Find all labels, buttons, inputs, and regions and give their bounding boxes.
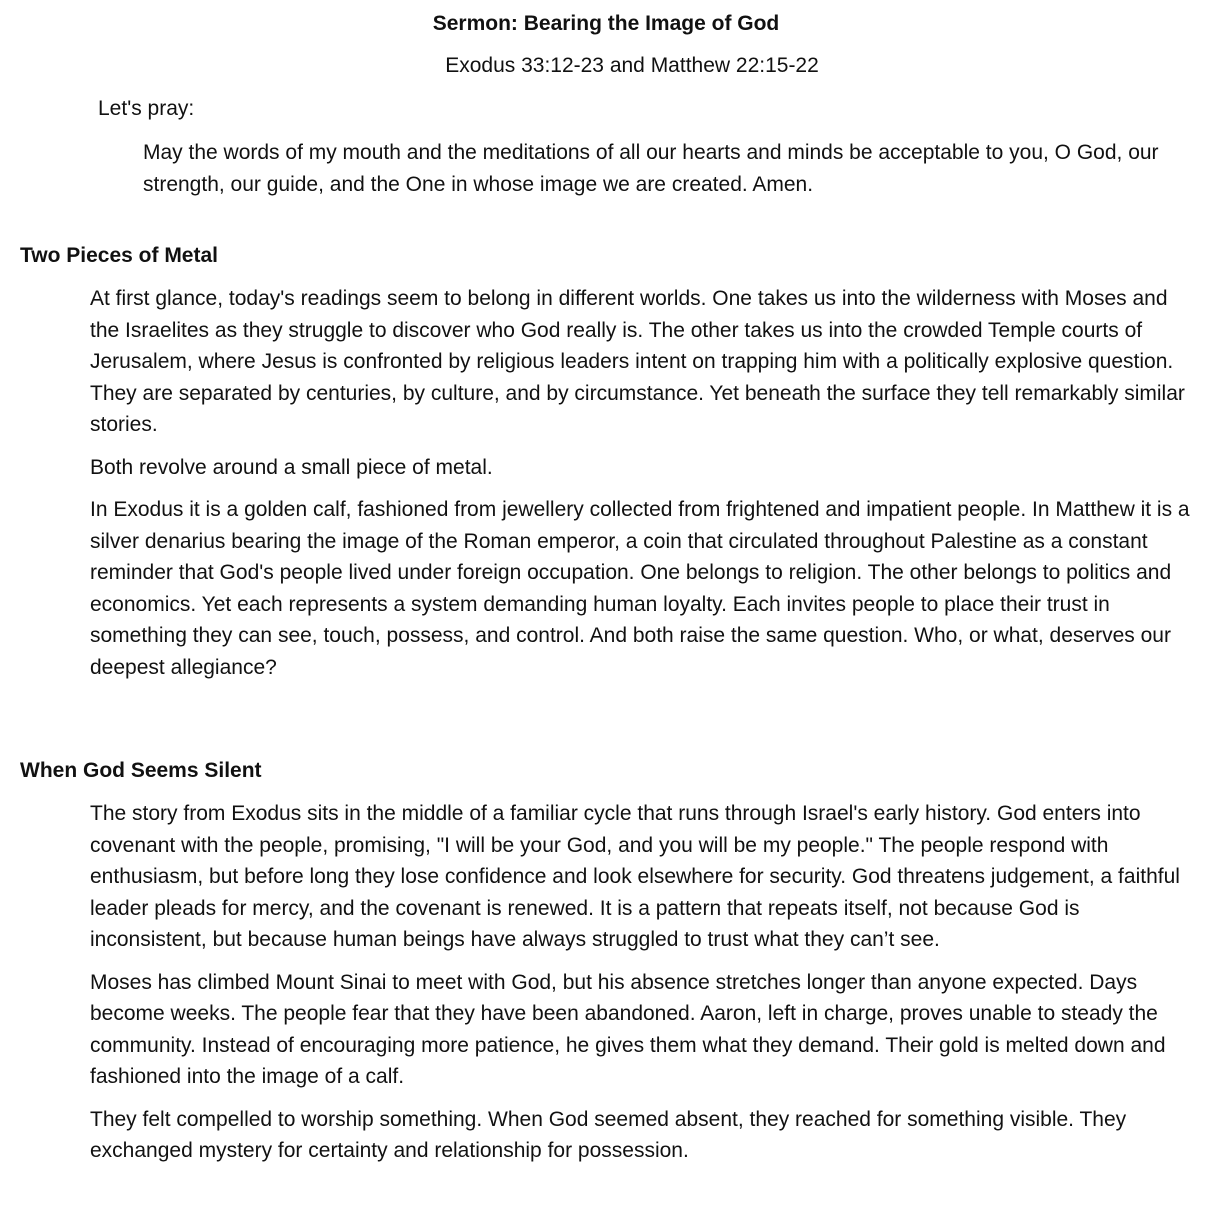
section-when-god-seems-silent: [90, 798, 1190, 1178]
section-heading-when-god-seems-silent: When God Seems Silent: [20, 759, 262, 782]
paragraph: They felt compelled to worship something. When God seemed absent, they reached for something visible. They exchanged mystery for certainty and relationship for possession.: [90, 1107, 1127, 1162]
section-heading-two-pieces-of-metal: Two Pieces of Metal: [20, 244, 218, 267]
paragraph: In Exodus it is a golden calf, fashioned from jewellery collected from frightened and impatient people. In Matthew it is a silver denarius bearing the image of the Roman emperor, a coin that circulated throughout Palestine as a constant reminder that God's people lived under foreign occupation. One belongs to religion. The other belongs to politics and economics. Yet each represents a system demanding human loyalty. Each invites people to place their trust in something they can see, touch, possess, and control. And both raise the same question. Who, or what, deserves our deepest allegiance?: [90, 498, 1190, 679]
paragraph: Moses has climbed Mount Sinai to meet with God, but his absence stretches longer than anyone expected. Days become weeks. The people fear that they have been abandoned. Aaron, left in charge, proves unable to steady the community. Instead of encouraging more patience, he gives them what they demand. Their gold is melted down and fashioned into the image of a calf.: [90, 970, 1166, 1088]
opening-prayer: May the words of my mouth and the meditations of all our hearts and minds be acceptable to you, O God, our strength, our guide, and the One in whose image we are created. Amen.: [143, 141, 1159, 196]
scripture-references: Exodus 33:12-23 and Matthew 22:15-22: [445, 54, 819, 77]
section-two-pieces-of-metal: [90, 283, 1190, 694]
prayer-intro: Let's pray:: [98, 97, 195, 120]
paragraph: At first glance, today's readings seem to belong in different worlds. One takes us into the wilderness with Moses and the Israelites as they struggle to discover who God really is. The other takes us into the crowded Temple courts of Jerusalem, where Jesus is confronted by religious leaders intent on trapping him with a politically explosive question. They are separated by centuries, by culture, and by circumstance. Yet beneath the surface they tell remarkably similar stories.: [90, 287, 1185, 436]
paragraph: The story from Exodus sits in the middle of a familiar cycle that runs through Israel's early history. God enters into covenant with the people, promising, "I will be your God, and you will be my people." The people respond with enthusiasm, but before long they lose confidence and look elsewhere for security. God threatens judgement, a faithful leader pleads for mercy, and the covenant is renewed. It is a pattern that repeats itself, not because God is inconsistent, but because human beings have always struggled to trust what they can’t see.: [90, 802, 1180, 951]
sermon-title: Sermon: Bearing the Image of God: [432, 12, 780, 35]
paragraph: Both revolve around a small piece of metal.: [90, 455, 493, 479]
